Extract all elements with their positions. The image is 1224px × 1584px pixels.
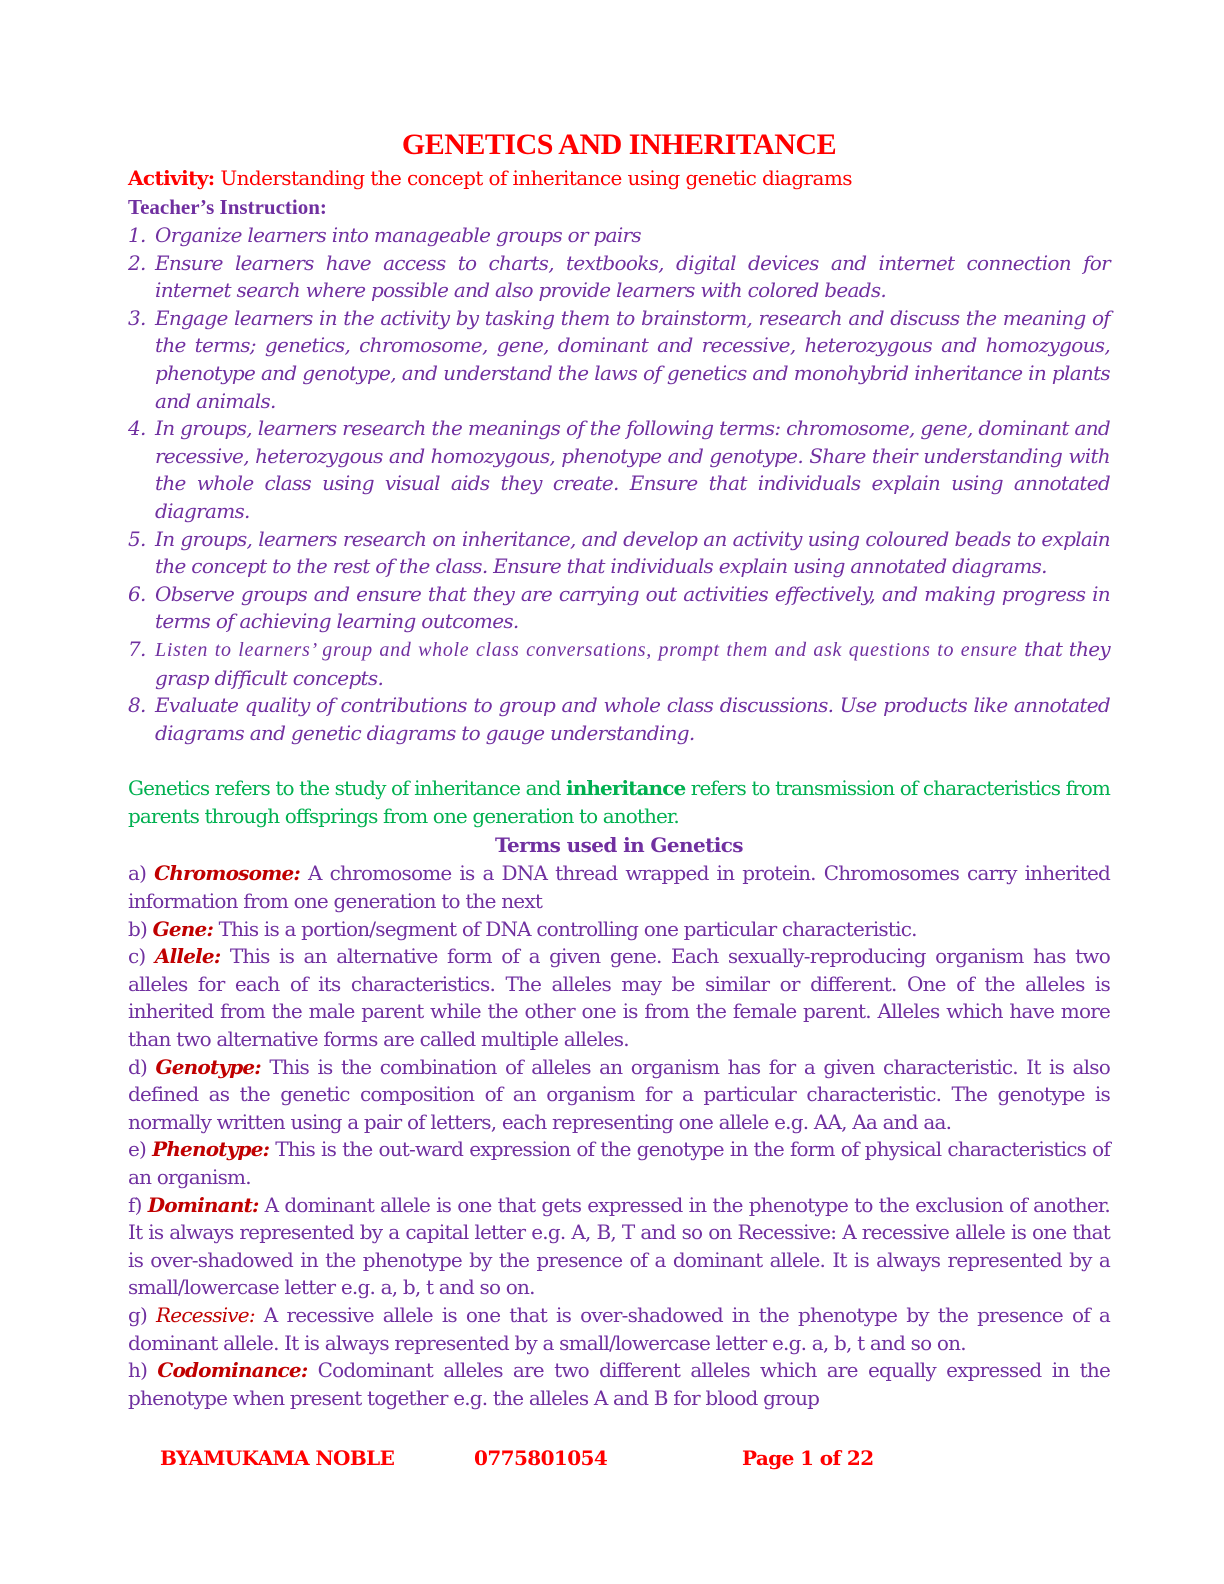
instruction-item	[128, 305, 1110, 415]
term-entry	[128, 1192, 1110, 1302]
term-entry	[128, 943, 1110, 1053]
term-keyword: Phenotype:	[152, 1137, 270, 1162]
term-letter: e)	[128, 1137, 153, 1162]
term-letter: f)	[128, 1192, 148, 1217]
term-keyword: Dominant:	[147, 1192, 259, 1217]
intro-bold-term: inheritance	[566, 776, 686, 801]
instruction-item	[128, 526, 1110, 581]
intro-text-continued: refers to transmission of characteristics from parents through offsprings from one generation to another.	[128, 776, 1110, 828]
term-definition: This is the combination of alleles an organism has for a given characteristic. It is also defined as the genetic composition of an organism for a particular characteristic. The genotype is normally written using a pair of letters, each representing one allele e.g. AA, Aa and aa.	[128, 1054, 1110, 1134]
instruction-item	[128, 222, 1110, 250]
instruction-text-continued: that they grasp difficult concepts.	[155, 636, 1110, 690]
term-definition: This is the out-ward expression of the genotype in the form of physical characteristics of an organism.	[128, 1137, 1110, 1189]
instruction-text: In groups, learners research the meanings of the following terms: chromosome, gene, dominant and recessive, heterozygous and homozygous, phenotype and genotype. Share their understanding with the whole class using visual aids they create. Ensure that individuals explain using annotated diagrams.	[155, 416, 1110, 523]
instruction-text: In groups, learners research on inheritance, and develop an activity using coloured beads to explain the concept to the rest of the class. Ensure that individuals explain using annotated diagrams.	[155, 526, 1110, 579]
term-keyword: Codominance:	[157, 1358, 308, 1383]
document-page	[128, 126, 1110, 1412]
terms-heading: Terms used in Genetics	[495, 833, 743, 858]
instruction-number: 5.	[128, 526, 146, 551]
term-keyword: Genotype:	[155, 1054, 261, 1079]
term-keyword: Recessive:	[156, 1302, 255, 1327]
instruction-text: Engage learners in the activity by tasking them to brainstorm, research and discuss the meaning of the terms; genetics, chromosome, gene, dominant and recessive, heterozygous and homozygous, phenotype and genotype, and understand the laws of genetics and monohybrid inheritance in plants and animals.	[155, 305, 1110, 413]
instruction-text: Ensure learners have access to charts, textbooks, digital devices and internet connection for internet search where possible and also provide learners with colored beads.	[155, 250, 1110, 303]
page-title: GENETICS AND INHERITANCE	[401, 128, 837, 161]
term-letter: a)	[128, 861, 155, 886]
instruction-text: Evaluate quality of contributions to group and whole class discussions. Use products like annotated diagrams and genetic diagrams to gauge understanding.	[155, 693, 1110, 745]
page-footer	[0, 1440, 1224, 1476]
term-keyword: Gene:	[152, 916, 214, 941]
term-entry	[128, 860, 1110, 915]
term-entry	[128, 1357, 1110, 1412]
activity-text: Understanding the concept of inheritance using genetic diagrams	[214, 166, 852, 190]
instruction-number: 3.	[128, 305, 146, 330]
instruction-list	[128, 222, 1110, 747]
instruction-text: Organize learners into manageable groups or pairs	[155, 223, 641, 247]
instruction-number: 1.	[128, 223, 146, 247]
term-letter: g)	[128, 1302, 157, 1327]
term-keyword: Allele:	[154, 944, 221, 969]
genetics-intro-paragraph	[128, 775, 1110, 830]
activity-line	[128, 164, 1110, 192]
footer-phone: 0775801054	[474, 1446, 608, 1470]
term-letter: d)	[128, 1054, 156, 1079]
term-letter: b)	[128, 916, 153, 941]
term-keyword: Chromosome:	[154, 861, 301, 886]
instruction-item	[128, 581, 1110, 636]
intro-text: Genetics refers to the study of inheritance and	[128, 776, 567, 801]
instruction-number: 8.	[128, 693, 146, 718]
term-entry	[128, 916, 1110, 944]
term-letter: c)	[128, 944, 155, 969]
instruction-number: 6.	[128, 581, 146, 606]
term-letter: h)	[128, 1358, 158, 1383]
term-definition: This is a portion/segment of DNA controlling one particular characteristic.	[213, 916, 917, 941]
instruction-text: Listen to learners’ group and whole class conversations, prompt them and ask questions to ensure	[155, 638, 1018, 661]
activity-label: Activity:	[128, 166, 215, 190]
term-entry	[128, 1054, 1110, 1137]
term-entry	[128, 1302, 1110, 1357]
instruction-item	[128, 415, 1110, 525]
teacher-instruction-heading: Teacher’s Instruction:	[128, 195, 327, 219]
instruction-number: 2.	[128, 250, 146, 275]
instruction-item	[128, 250, 1110, 305]
instruction-number: 4.	[128, 416, 146, 441]
footer-page-number: Page 1 of 22	[742, 1446, 874, 1470]
term-definition: A chromosome is a DNA thread wrapped in protein. Chromosomes carry inherited information from one generation to the next	[128, 861, 1110, 914]
term-definition: This is an alternative form of a given gene. Each sexually-reproducing organism has two alleles for each of its characteristics. The alleles may be similar or different. One of the alleles is inherited from the male parent while the other one is from the female parent. Alleles which have more than two alternative forms are called multiple alleles.	[128, 944, 1110, 1052]
term-definition: A dominant allele is one that gets expressed in the phenotype to the exclusion of another. It is always represented by a capital letter e.g. A, B, T and so on Recessive: A recessive allele is one that is over-shadowed in the phenotype by the presence of a dominant allele. It is always represented by a small/lowercase letter e.g. a, b, t and so on.	[128, 1192, 1110, 1300]
term-definition: Codominant alleles are two different alleles which are equally expressed in the phenotype when present together e.g. the alleles A and B for blood group	[128, 1358, 1110, 1410]
instruction-text: Observe groups and ensure that they are carrying out activities effectively, and making progress in terms of achieving learning outcomes.	[155, 581, 1110, 634]
instruction-item	[128, 692, 1110, 747]
instruction-number: 7.	[128, 636, 146, 661]
term-definition: A recessive allele is one that is over-shadowed in the phenotype by the presence of a dominant allele. It is always represented by a small/lowercase letter e.g. a, b, t and so on.	[128, 1302, 1110, 1355]
instruction-item	[128, 636, 1110, 692]
footer-author: BYAMUKAMA NOBLE	[160, 1446, 395, 1470]
term-entry	[128, 1136, 1110, 1191]
